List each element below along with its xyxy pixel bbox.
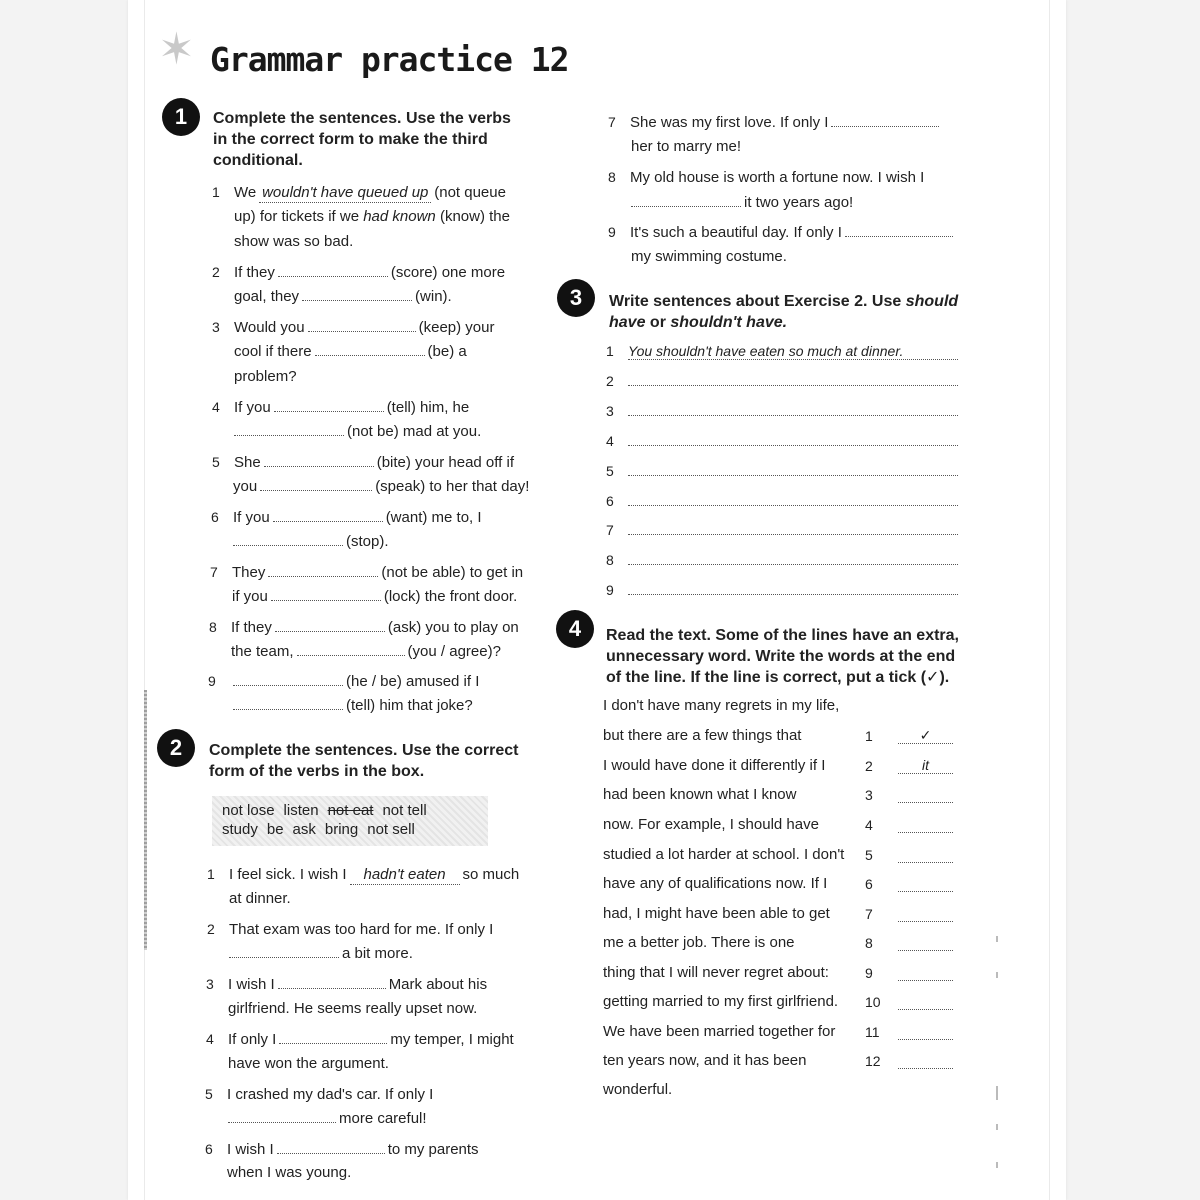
text: her to marry me! (631, 138, 742, 155)
text: If you (234, 399, 271, 416)
answer-blank[interactable] (831, 114, 939, 127)
ex4-answer-field[interactable] (898, 934, 953, 951)
ex4-answer-field[interactable] (898, 964, 953, 981)
ex4-text-line: I would have done it differently if I (603, 757, 826, 774)
answer-blank[interactable] (274, 399, 384, 412)
text: (not be) mad at you. (347, 423, 482, 440)
star-decoration-icon: ✶ (158, 24, 195, 75)
text: My old house is worth a fortune now. I wish I (630, 169, 925, 186)
text: (he / be) amused if I (346, 673, 480, 690)
text: If they (231, 619, 272, 636)
text: (want) me to, I (385, 509, 482, 526)
text: (ask) you to play on (387, 619, 519, 636)
ex4-intro-line: I don't have many regrets in my life, (603, 697, 840, 714)
word-box-item: not sell (367, 821, 415, 838)
scan-speck (996, 1086, 998, 1100)
ex4-answer-field[interactable] (898, 816, 953, 833)
ex4-answer-field[interactable] (898, 1052, 953, 1069)
item-number: 7 (606, 522, 614, 538)
ex4-line-number: 10 (865, 994, 881, 1010)
text: (you / agree)? (407, 643, 501, 660)
page-edge-left (144, 0, 145, 1200)
ex2-item-1-line1 (207, 865, 519, 885)
ex3-line-9 (606, 582, 958, 598)
instruction-line: Complete the sentences. Use the correct (209, 742, 519, 759)
ex4-answer-field[interactable] (898, 786, 953, 803)
ex1-item-4-line2 (231, 423, 481, 441)
answer-blank[interactable] (628, 554, 958, 565)
answer-blank[interactable] (278, 264, 388, 277)
text: to my parents (387, 1141, 479, 1158)
text: She (234, 454, 261, 471)
word-box-item: not tell (382, 802, 427, 819)
ex4-text-line: We have been married together for (603, 1023, 836, 1040)
exercise-4-badge: 4 (556, 610, 594, 648)
exercise-2-instruction (209, 740, 518, 782)
item-number: 3 (212, 319, 220, 335)
ex2-item-7-line1 (608, 113, 942, 132)
text: We (234, 184, 257, 201)
instruction-line: conditional. (213, 152, 303, 169)
item-number: 4 (606, 433, 614, 449)
ex1-item-7-line2 (232, 588, 517, 606)
ex1-item-4-line1 (212, 398, 469, 417)
item-number: 2 (207, 921, 215, 937)
ex1-item-5-line2 (233, 478, 529, 496)
answer-blank[interactable] (297, 643, 405, 656)
item-number: 4 (206, 1031, 214, 1047)
ex2-item-5-line1 (205, 1085, 433, 1104)
answer-blank[interactable] (315, 343, 425, 356)
item-number: 1 (207, 866, 215, 882)
word-box-row-1 (222, 802, 436, 819)
text: goal, they (234, 288, 300, 305)
italic-text: shouldn't have. (670, 314, 788, 331)
text: problem? (234, 368, 297, 385)
text: I feel sick. I wish I (229, 866, 347, 883)
exercise-2-badge: 2 (157, 729, 195, 767)
word-box-item: ask (292, 821, 316, 838)
text: (know) the (439, 208, 510, 225)
scan-speck (996, 936, 998, 942)
text: If they (234, 264, 275, 281)
scan-speck (996, 972, 998, 978)
word-box-item: study (222, 821, 258, 838)
answer-blank[interactable] (628, 375, 958, 386)
text: you (233, 478, 258, 495)
ex4-line-number: 5 (865, 847, 873, 863)
text: (not be able) to get in (381, 564, 524, 581)
item-number: 1 (212, 184, 220, 200)
text: or (649, 314, 666, 331)
answer-blank[interactable] (233, 697, 343, 710)
text: (bite) your head off if (376, 454, 515, 471)
ex2-item-7-line2 (631, 138, 741, 156)
instruction-line: Complete the sentences. Use the verbs (213, 110, 511, 127)
text: (score) one more (390, 264, 506, 281)
italic-text: have (609, 314, 646, 331)
text: I crashed my dad's car. If only I (227, 1086, 434, 1103)
text: (keep) your (418, 319, 495, 336)
text: more careful! (339, 1110, 427, 1127)
ex4-line-number: 7 (865, 906, 873, 922)
item-number: 6 (606, 493, 614, 509)
ex1-item-1-line1 (212, 183, 506, 203)
text: I wish I (228, 976, 275, 993)
answer-blank[interactable] (271, 588, 381, 601)
text: They (232, 564, 266, 581)
item-number: 1 (606, 343, 614, 359)
text: cool if there (234, 343, 312, 360)
answer-blank[interactable] (268, 564, 378, 577)
item-number: 7 (210, 564, 218, 580)
answer-blank[interactable] (628, 524, 958, 535)
text: (lock) the front door. (383, 588, 518, 605)
scan-speck (996, 1124, 998, 1130)
text: Write sentences about Exercise 2. Use (609, 293, 902, 310)
answer-blank[interactable] (278, 976, 386, 989)
text: Would you (234, 319, 305, 336)
word-box-item: listen (283, 802, 319, 819)
ex2-item-9-line2 (631, 248, 787, 266)
ex1-item-2-line2 (234, 288, 452, 306)
word-box-item: be (266, 821, 284, 838)
text: have won the argument. (228, 1055, 389, 1072)
answer-blank[interactable] (302, 288, 412, 301)
answer-blank[interactable] (628, 435, 958, 446)
instruction-line (609, 291, 958, 312)
ex1-item-7-line1 (210, 563, 523, 582)
answer-blank[interactable] (228, 1110, 336, 1123)
ex4-line-number: 1 (865, 728, 873, 744)
ex4-answer-field[interactable] (898, 875, 953, 892)
item-number: 3 (606, 403, 614, 419)
instruction-line (609, 312, 958, 333)
page-title: Grammar practice 12 (210, 40, 569, 79)
instruction-line: in the correct form to make the third (213, 131, 488, 148)
answer-blank[interactable] (260, 478, 372, 491)
ex4-text-line: thing that I will never regret about: (603, 964, 829, 981)
ex4-line-number: 2 (865, 758, 873, 774)
ex1-item-2-line1 (212, 263, 505, 282)
italic-text: should (905, 293, 959, 310)
answer-blank[interactable] (631, 194, 741, 207)
answer-blank[interactable] (273, 509, 383, 522)
ex3-line-3 (606, 403, 958, 419)
ex3-line-2 (606, 373, 958, 389)
ex4-text-line: but there are a few things that (603, 727, 802, 744)
ex4-outro-line: wonderful. (603, 1081, 673, 1098)
ex2-item-4-line2 (228, 1055, 389, 1073)
text: when I was young. (227, 1164, 352, 1181)
ex1-item-5-line1 (212, 453, 514, 472)
exercise-1-badge: 1 (162, 98, 200, 136)
item-number: 9 (608, 224, 616, 240)
ex2-item-3-line2 (228, 1000, 477, 1018)
ex4-answer-field[interactable] (898, 905, 953, 922)
item-number: 8 (606, 552, 614, 568)
ex2-item-2-line2 (226, 945, 413, 963)
ex1-item-3-line1 (212, 318, 494, 337)
word-box (212, 796, 488, 846)
exercise-4-instruction (606, 625, 959, 688)
ex1-item-9-line2 (230, 697, 473, 715)
text: (not queue (434, 184, 506, 201)
ex4-line-number: 9 (865, 965, 873, 981)
answer-blank[interactable] (308, 319, 416, 332)
answer-blank[interactable] (233, 533, 343, 546)
text: it two years ago! (744, 194, 854, 211)
ex4-text-line: studied a lot harder at school. I don't (603, 846, 845, 863)
ex1-item-1-line3 (234, 233, 353, 251)
answer-field[interactable]: You shouldn't have eaten so much at dinner. (628, 343, 958, 360)
answer-blank[interactable] (845, 224, 953, 237)
word-box-item: not lose (222, 802, 275, 819)
ex1-item-8-line2 (231, 643, 501, 661)
ex3-line-5 (606, 463, 958, 479)
ex4-text-line: have any of qualifications now. If I (603, 875, 828, 892)
scan-speck (996, 1162, 998, 1168)
word-box-row-2 (222, 821, 424, 838)
ex4-line-number: 11 (865, 1024, 880, 1040)
ex4-answer-field[interactable] (898, 846, 953, 863)
ex4-answer-field[interactable]: it (898, 757, 953, 774)
exercise-1-instruction (213, 108, 511, 171)
item-number: 2 (212, 264, 220, 280)
answer-blank[interactable] (628, 465, 958, 476)
ex3-line-6 (606, 493, 958, 509)
text: if you (232, 588, 268, 605)
item-number: 8 (608, 169, 616, 185)
answer-blank[interactable] (233, 673, 343, 686)
ex4-text-line: had been known what I know (603, 786, 797, 803)
item-number: 3 (206, 976, 214, 992)
binding-shadow (144, 690, 147, 950)
answer-field[interactable]: hadn't eaten (350, 866, 460, 885)
text: up) for tickets if we (234, 208, 360, 225)
item-number: 2 (606, 373, 614, 389)
text: the team, (231, 643, 294, 660)
page-edge-right (1049, 0, 1050, 1200)
text: (speak) to her that day! (375, 478, 530, 495)
ex4-text-line: ten years now, and it has been (603, 1052, 807, 1069)
ex4-line-number: 8 (865, 935, 873, 951)
text: girlfriend. He seems really upset now. (228, 1000, 478, 1017)
ex4-text-line: now. For example, I should have (603, 816, 819, 833)
word-box-item-used: not eat (327, 802, 374, 819)
text: If you (233, 509, 270, 526)
ex4-answer-field[interactable] (898, 993, 953, 1010)
instruction-line: form of the verbs in the box. (209, 763, 425, 780)
answer-blank[interactable] (628, 584, 958, 595)
item-number: 6 (205, 1141, 213, 1157)
italic-text: had known (363, 208, 436, 225)
text: show was so bad. (234, 233, 354, 250)
ex2-item-9-line1 (608, 223, 956, 242)
text: (tell) him that joke? (346, 697, 473, 714)
text: It's such a beautiful day. If only I (630, 224, 842, 241)
ex1-item-6-line1 (211, 508, 482, 527)
text: If only I (228, 1031, 277, 1048)
ex3-line-8 (606, 552, 958, 568)
ex1-item-8-line1 (209, 618, 519, 637)
answer-blank[interactable] (264, 454, 374, 467)
ex2-item-2-line1 (207, 920, 493, 939)
ex4-answer-field[interactable]: ✓ (898, 727, 953, 744)
ex2-item-1-line2 (229, 890, 291, 908)
text: That exam was too hard for me. If only I (229, 921, 494, 938)
ex4-line-number: 6 (865, 876, 873, 892)
item-number: 7 (608, 114, 616, 130)
text: (tell) him, he (386, 399, 470, 416)
text: a bit more. (342, 945, 413, 962)
exercise-3-instruction (609, 291, 958, 333)
ex1-item-3-line2 (234, 343, 467, 361)
ex3-line-1 (606, 343, 958, 360)
ex1-item-9-line1 (208, 672, 479, 691)
ex3-line-4 (606, 433, 958, 449)
ex4-text-line: getting married to my first girlfriend. (603, 993, 839, 1010)
item-number: 9 (606, 582, 614, 598)
answer-blank[interactable] (277, 1141, 385, 1154)
text: my swimming costume. (631, 248, 787, 265)
ex2-item-6-line1 (205, 1140, 479, 1159)
text: I wish I (227, 1141, 274, 1158)
ex4-line-number: 12 (865, 1053, 881, 1069)
answer-blank[interactable] (628, 405, 958, 416)
ex2-item-8-line2 (628, 194, 853, 212)
answer-blank[interactable] (234, 423, 344, 436)
instruction-line: Read the text. Some of the lines have an extra, (606, 627, 959, 644)
item-number: 4 (212, 399, 220, 415)
instruction-line: of the line. If the line is correct, put a tick (✓). (606, 669, 950, 686)
text: (be) a (427, 343, 467, 360)
item-number: 5 (205, 1086, 213, 1102)
answer-field[interactable]: wouldn't have queued up (259, 184, 431, 203)
ex1-item-1-line2 (234, 208, 510, 226)
ex2-item-8-line1 (608, 168, 924, 187)
text: Mark about his (388, 976, 488, 993)
answer-blank[interactable] (628, 495, 958, 506)
answer-blank[interactable] (279, 1031, 387, 1044)
ex2-item-3-line1 (206, 975, 487, 994)
text: She was my first love. If only I (630, 114, 829, 131)
ex2-item-5-line2 (225, 1110, 427, 1128)
ex4-line-number: 3 (865, 787, 873, 803)
ex1-item-3-line3 (234, 368, 297, 386)
text: my temper, I might (390, 1031, 514, 1048)
item-number: 5 (606, 463, 614, 479)
ex4-text-line: had, I might have been able to get (603, 905, 830, 922)
item-number: 8 (209, 619, 217, 635)
ex2-item-6-line2 (227, 1164, 351, 1182)
word-box-item: bring (324, 821, 359, 838)
ex4-text-line: me a better job. There is one (603, 934, 795, 951)
ex3-line-7 (606, 522, 958, 538)
text: so much (462, 866, 520, 883)
text: (win). (415, 288, 452, 305)
item-number: 9 (208, 673, 216, 689)
item-number: 6 (211, 509, 219, 525)
text: (stop). (346, 533, 389, 550)
instruction-line: unnecessary word. Write the words at the end (606, 648, 956, 665)
ex2-item-4-line1 (206, 1030, 514, 1049)
ex4-answer-field[interactable] (898, 1023, 953, 1040)
ex1-item-6-line2 (230, 533, 389, 551)
text: at dinner. (229, 890, 291, 907)
answer-blank[interactable] (229, 945, 339, 958)
ex4-line-number: 4 (865, 817, 873, 833)
exercise-3-badge: 3 (557, 279, 595, 317)
item-number: 5 (212, 454, 220, 470)
answer-blank[interactable] (275, 619, 385, 632)
